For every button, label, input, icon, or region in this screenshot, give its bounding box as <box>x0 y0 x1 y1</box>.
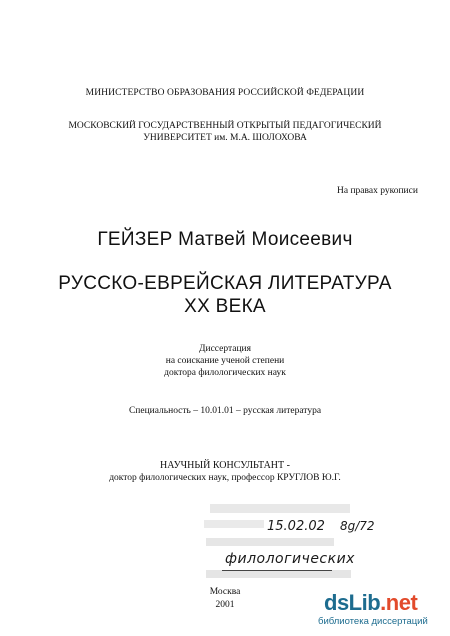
year: 2001 <box>215 600 235 610</box>
handwritten-underline <box>222 570 332 571</box>
city: Москва <box>209 587 241 597</box>
consultant-label: НАУЧНЫЙ КОНСУЛЬТАНТ - <box>160 460 290 471</box>
handwritten-date: 15.02.02 <box>267 519 325 534</box>
dslib-logo: dsLib.net <box>324 590 418 615</box>
university-name-line2: УНИВЕРСИТЕТ им. М.А. ШОЛОХОВА <box>143 133 307 143</box>
author-name: ГЕЙЗЕР Матвей Моисеевич <box>97 229 353 250</box>
dslib-watermark <box>318 590 444 630</box>
stamp-faded-lines <box>202 500 357 586</box>
watermark-subtitle: библиотека диссертаций <box>318 616 428 627</box>
degree-line3: доктора филологических наук <box>164 368 286 378</box>
official-stamp <box>202 500 357 586</box>
rights-note: На правах рукописи <box>337 186 418 196</box>
ministry-heading: МИНИСТЕРСТВО ОБРАЗОВАНИЯ РОССИЙСКОЙ ФЕДЕРАЦИИ <box>85 88 365 98</box>
university-name-line1: МОСКОВСКИЙ ГОСУДАРСТВЕННЫЙ ОТКРЫТЫЙ ПЕДАГОГИЧЕСКИЙ <box>68 121 382 131</box>
specialty: Специальность – 10.01.01 – русская литература <box>128 406 322 416</box>
handwritten-number: 8g/72 <box>340 519 375 533</box>
thesis-title-line1: РУССКО-ЕВРЕЙСКАЯ ЛИТЕРАТУРА <box>58 273 392 294</box>
handwritten-field: филологических <box>225 551 355 567</box>
thesis-title-line2: XX ВЕКА <box>184 296 266 317</box>
consultant-name: доктор филологических наук, профессор КРУГЛОВ Ю.Г. <box>109 473 341 483</box>
degree-line2: на соискание ученой степени <box>165 356 285 366</box>
degree-line1: Диссертация <box>199 344 251 354</box>
